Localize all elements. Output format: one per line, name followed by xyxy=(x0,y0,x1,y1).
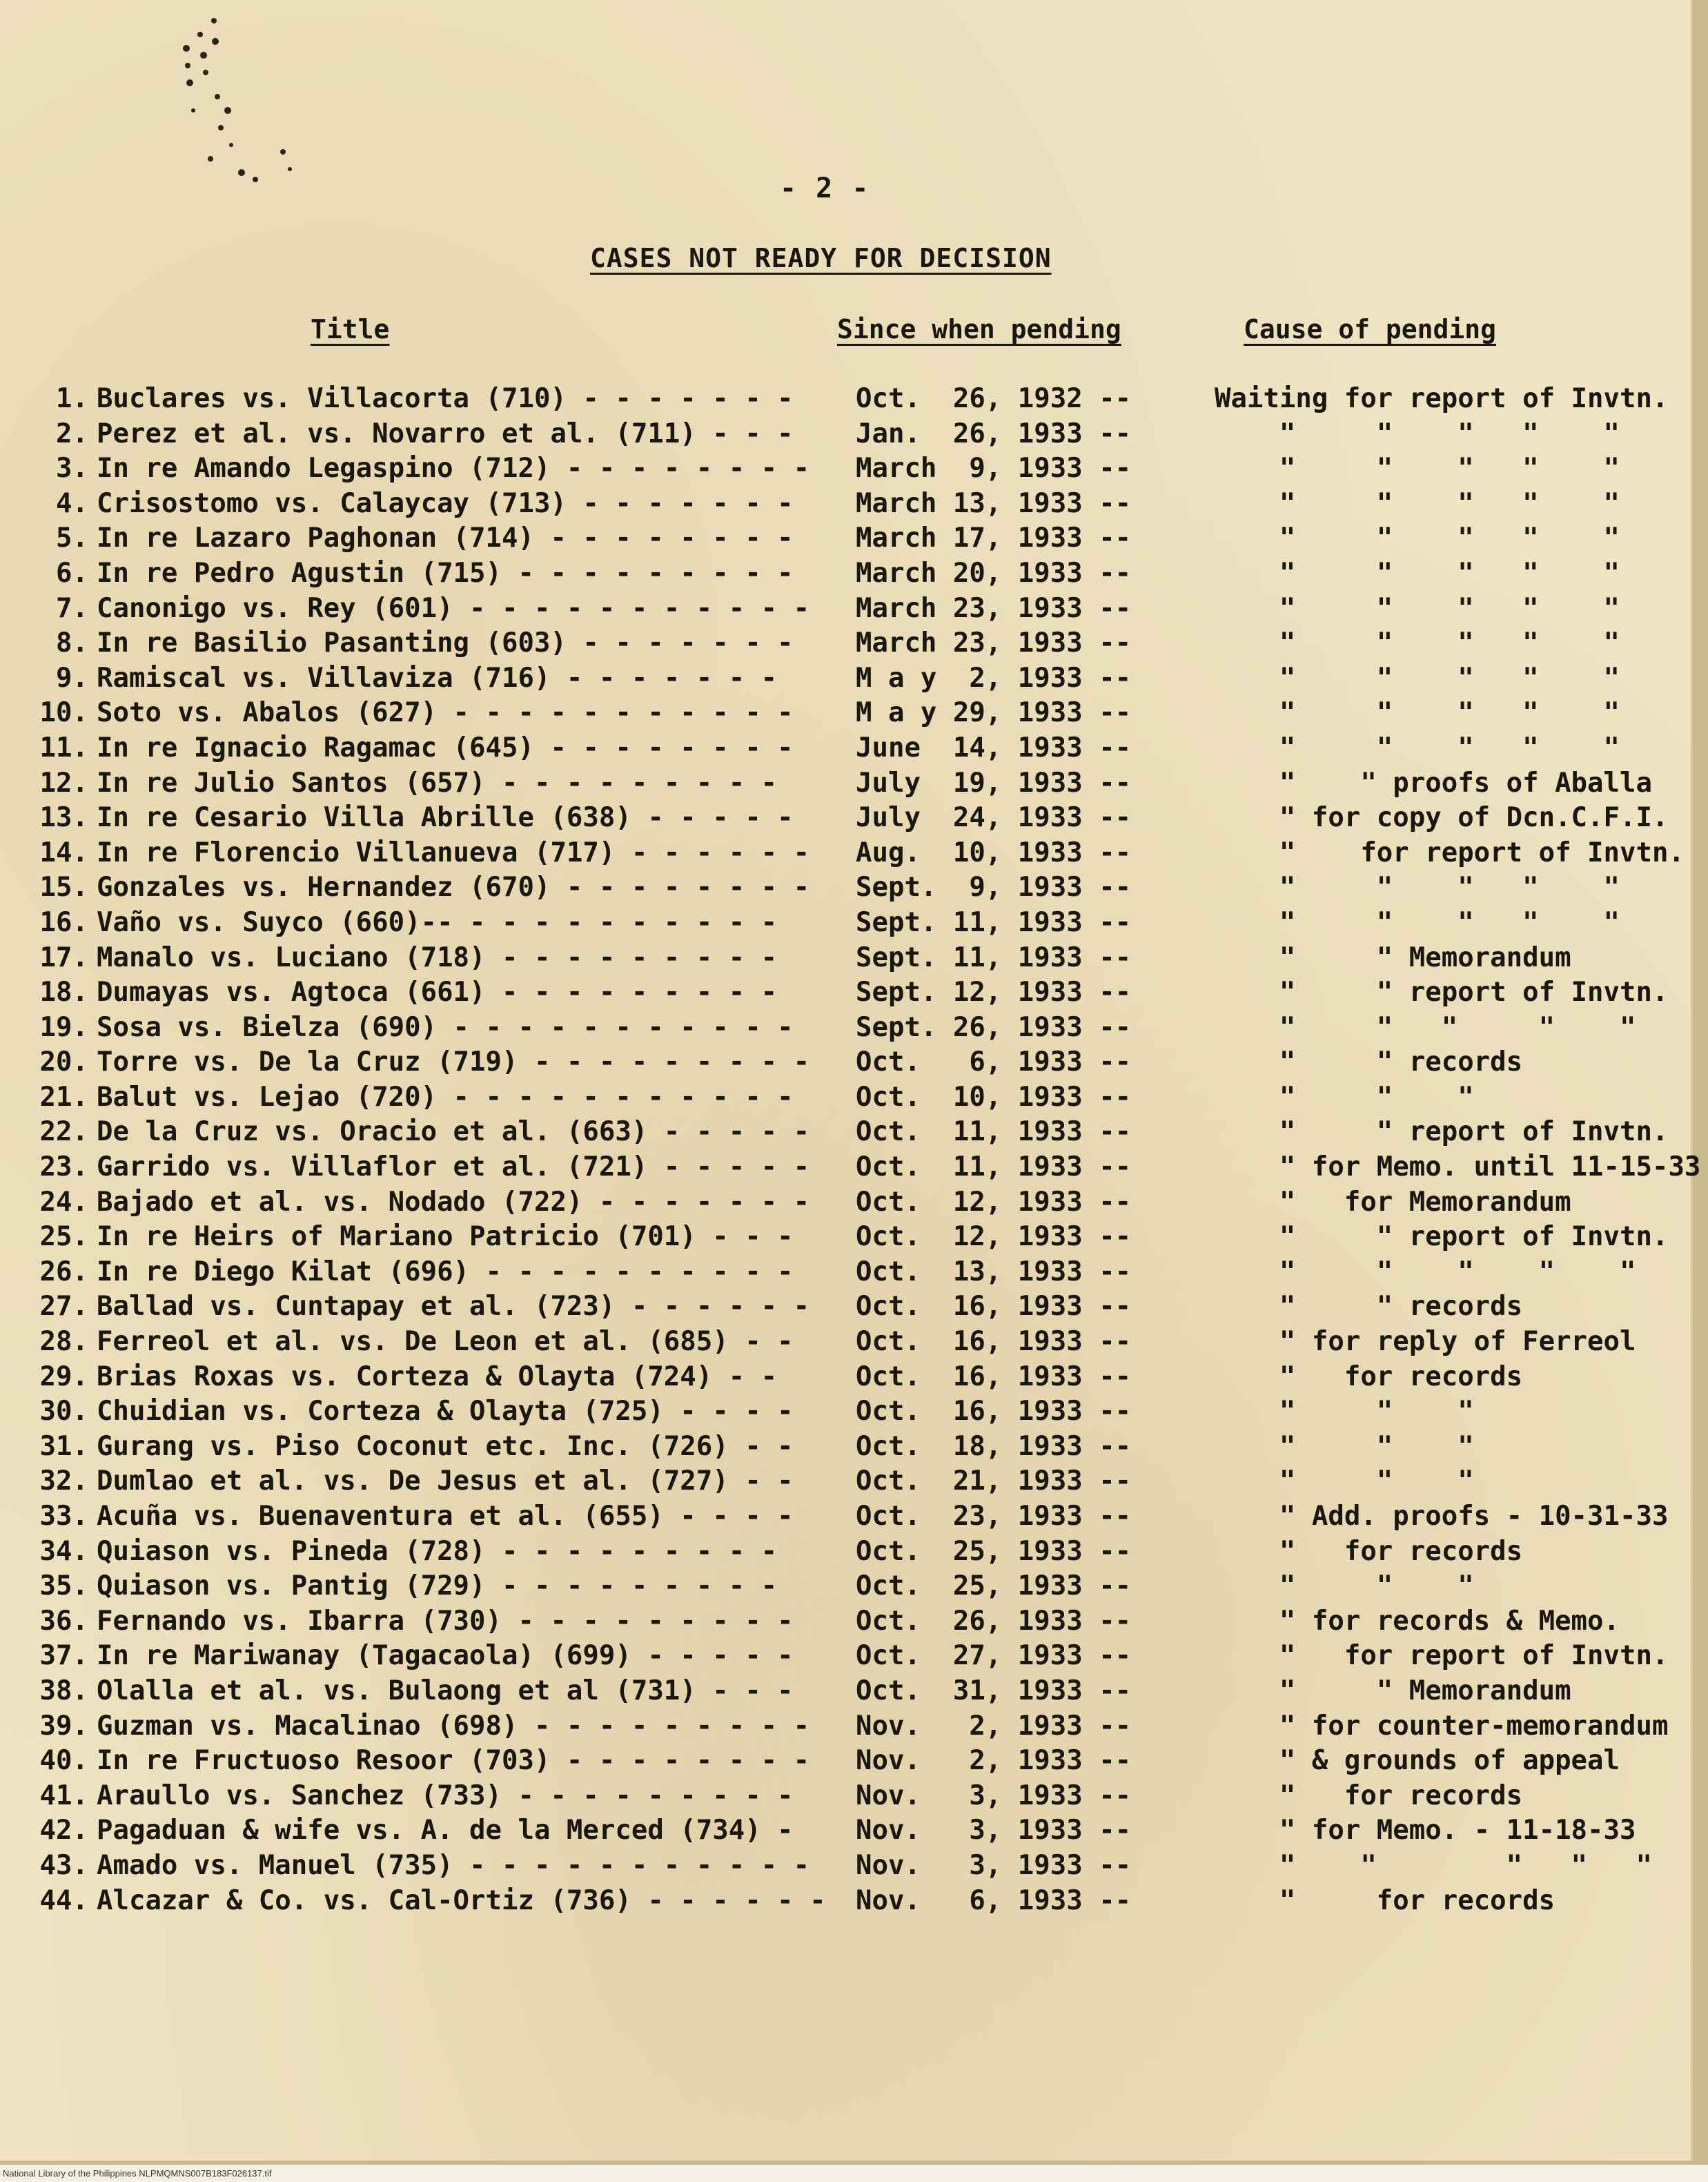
case-number: 21. xyxy=(39,1081,88,1113)
case-cause: " " " " " xyxy=(1215,627,1620,659)
case-row xyxy=(0,488,1691,523)
column-header-since: Since when pending xyxy=(837,314,1121,344)
case-pending-since: June 14, 1933 -- xyxy=(856,732,1132,763)
case-number: 25. xyxy=(39,1221,88,1253)
case-row xyxy=(0,593,1691,628)
case-cause: " & grounds of appeal xyxy=(1215,1745,1620,1777)
case-row xyxy=(0,1606,1691,1641)
case-title: In re Pedro Agustin (715) - - - - - - - - - xyxy=(97,557,794,589)
case-cause: " " " " " xyxy=(1215,697,1620,729)
case-row xyxy=(0,627,1691,663)
case-pending-since: Oct. 26, 1933 -- xyxy=(856,1605,1132,1637)
case-row xyxy=(0,1291,1691,1326)
case-cause: " " " xyxy=(1215,1570,1474,1602)
case-pending-since: Nov. 3, 1933 -- xyxy=(856,1780,1132,1811)
case-row xyxy=(0,1501,1691,1536)
case-title: Dumlao et al. vs. De Jesus et al. (727) - - xyxy=(97,1465,794,1497)
case-title: Acuña vs. Buenaventura et al. (655) - - - - xyxy=(97,1501,794,1532)
case-row xyxy=(0,453,1691,488)
case-pending-since: March 17, 1933 -- xyxy=(856,523,1132,554)
case-cause: " for records xyxy=(1215,1361,1523,1392)
case-number: 33. xyxy=(39,1501,88,1532)
case-title: In re Amando Legaspino (712) - - - - - - - - xyxy=(97,453,810,485)
case-title: Torre vs. De la Cruz (719) - - - - - - - - - xyxy=(97,1046,810,1078)
case-pending-since: Nov. 6, 1933 -- xyxy=(856,1884,1132,1916)
case-row xyxy=(0,558,1691,593)
case-title: Buclares vs. Villacorta (710) - - - - - - - xyxy=(97,383,794,414)
case-row xyxy=(0,1396,1691,1431)
case-row xyxy=(0,1326,1691,1361)
case-title: Dumayas vs. Agtoca (661) - - - - - - - - - xyxy=(97,977,778,1009)
case-number: 5. xyxy=(56,523,88,554)
case-cause: " " " " " xyxy=(1215,523,1620,554)
case-row xyxy=(0,1675,1691,1711)
case-row xyxy=(0,523,1691,558)
case-row xyxy=(0,837,1691,873)
case-title: Ballad vs. Cuntapay et al. (723) - - - - - - xyxy=(97,1291,810,1323)
case-pending-since: Sept. 12, 1933 -- xyxy=(856,977,1132,1009)
case-row xyxy=(0,1850,1691,1885)
case-pending-since: Oct. 11, 1933 -- xyxy=(856,1116,1132,1148)
document-heading: CASES NOT READY FOR DECISION xyxy=(590,243,1052,273)
case-cause: " " " " " xyxy=(1215,662,1620,694)
case-pending-since: Sept. 11, 1933 -- xyxy=(856,942,1132,973)
case-cause: " " report of Invtn. xyxy=(1215,1116,1669,1148)
case-pending-since: Oct. 21, 1933 -- xyxy=(856,1465,1132,1497)
case-cause: " for Memorandum xyxy=(1215,1186,1571,1218)
case-cause: " " " xyxy=(1215,1430,1474,1462)
case-title: Alcazar & Co. vs. Cal-Ortiz (736) - - - - - - xyxy=(97,1884,826,1916)
case-pending-since: Oct. 18, 1933 -- xyxy=(856,1430,1132,1462)
case-pending-since: Oct. 16, 1933 -- xyxy=(856,1326,1132,1358)
case-pending-since: Jan. 26, 1933 -- xyxy=(856,418,1132,449)
case-cause: " " " " " xyxy=(1215,592,1620,624)
case-title: Gonzales vs. Hernandez (670) - - - - - - - - xyxy=(97,872,810,904)
case-cause: " " Memorandum xyxy=(1215,1675,1571,1706)
case-cause: " for records & Memo. xyxy=(1215,1605,1620,1637)
case-number: 29. xyxy=(39,1361,88,1392)
case-row xyxy=(0,1711,1691,1746)
case-cause: " for records xyxy=(1215,1535,1523,1567)
case-pending-since: July 24, 1933 -- xyxy=(856,802,1132,834)
case-row xyxy=(0,1187,1691,1222)
case-pending-since: Oct. 31, 1933 -- xyxy=(856,1675,1132,1706)
case-number: 34. xyxy=(39,1535,88,1567)
case-title: Vaño vs. Suyco (660)-- - - - - - - - - - - xyxy=(97,906,778,938)
case-row xyxy=(0,872,1691,907)
case-title: Manalo vs. Luciano (718) - - - - - - - - - xyxy=(97,942,778,973)
case-number: 8. xyxy=(56,627,88,659)
case-row xyxy=(0,1221,1691,1256)
column-header-title: Title xyxy=(311,314,390,344)
case-cause: " " " " " xyxy=(1215,418,1620,449)
case-number: 2. xyxy=(56,418,88,449)
case-pending-since: Sept. 26, 1933 -- xyxy=(856,1011,1132,1043)
case-cause: " " records xyxy=(1215,1046,1523,1078)
case-number: 43. xyxy=(39,1849,88,1881)
case-row xyxy=(0,1536,1691,1571)
case-title: In re Florencio Villanueva (717) - - - - - - xyxy=(97,837,810,868)
case-cause: " " " xyxy=(1215,1081,1474,1113)
case-pending-since: Oct. 12, 1933 -- xyxy=(856,1221,1132,1253)
case-number: 36. xyxy=(39,1605,88,1637)
case-number: 7. xyxy=(56,592,88,624)
case-pending-since: March 9, 1933 -- xyxy=(856,453,1132,485)
case-number: 24. xyxy=(39,1186,88,1218)
case-pending-since: March 23, 1933 -- xyxy=(856,592,1132,624)
case-number: 9. xyxy=(56,662,88,694)
case-row xyxy=(0,768,1691,803)
case-pending-since: Oct. 10, 1933 -- xyxy=(856,1081,1132,1113)
case-pending-since: Oct. 16, 1933 -- xyxy=(856,1361,1132,1392)
case-cause: " " " xyxy=(1215,1465,1474,1497)
case-pending-since: Oct. 12, 1933 -- xyxy=(856,1186,1132,1218)
case-row xyxy=(0,1361,1691,1396)
column-header-cause: Cause of pending xyxy=(1244,314,1497,344)
case-pending-since: March 13, 1933 -- xyxy=(856,487,1132,519)
case-row xyxy=(0,1815,1691,1850)
case-title: Crisostomo vs. Calaycay (713) - - - - - - - xyxy=(97,487,794,519)
case-pending-since: Nov. 3, 1933 -- xyxy=(856,1815,1132,1847)
case-title: Brias Roxas vs. Corteza & Olayta (724) - - xyxy=(97,1361,778,1392)
case-pending-since: Oct. 27, 1933 -- xyxy=(856,1640,1132,1672)
case-pending-since: Sept. 11, 1933 -- xyxy=(856,906,1132,938)
case-cause: " " " " " xyxy=(1215,872,1620,904)
case-title: In re Diego Kilat (696) - - - - - - - - - - xyxy=(97,1256,794,1287)
case-cause: " for reply of Ferreol xyxy=(1215,1326,1636,1358)
case-title: In re Mariwanay (Tagacaola) (699) - - - - - xyxy=(97,1640,794,1672)
case-pending-since: Aug. 10, 1933 -- xyxy=(856,837,1132,868)
case-cause: " " " " " xyxy=(1215,487,1620,519)
case-cause: " for records xyxy=(1215,1884,1555,1916)
case-number: 35. xyxy=(39,1570,88,1602)
case-title: In re Fructuoso Resoor (703) - - - - - - - - xyxy=(97,1745,810,1777)
case-row xyxy=(0,1745,1691,1780)
case-cause: " " " " " xyxy=(1215,732,1620,763)
case-row xyxy=(0,383,1691,418)
case-row xyxy=(0,1885,1691,1920)
case-cause: " " Memorandum xyxy=(1215,942,1571,973)
case-title: In re Cesario Villa Abrille (638) - - - - - xyxy=(97,802,794,834)
case-cause: " " " " " xyxy=(1215,1849,1652,1881)
case-cause: " for records xyxy=(1215,1780,1523,1811)
case-cause: " " " " " xyxy=(1215,1011,1636,1043)
ink-marks xyxy=(173,7,400,200)
case-row xyxy=(0,1082,1691,1117)
case-number: 32. xyxy=(39,1465,88,1497)
case-pending-since: Sept. 9, 1933 -- xyxy=(856,872,1132,904)
case-title: In re Lazaro Paghonan (714) - - - - - - - - xyxy=(97,523,794,554)
case-title: Ferreol et al. vs. De Leon et al. (685) - - xyxy=(97,1326,794,1358)
case-row xyxy=(0,977,1691,1012)
case-cause: " " " " " xyxy=(1215,557,1620,589)
case-number: 17. xyxy=(39,942,88,973)
case-pending-since: Oct. 16, 1933 -- xyxy=(856,1291,1132,1323)
case-cause: " " report of Invtn. xyxy=(1215,1221,1669,1253)
case-number: 22. xyxy=(39,1116,88,1148)
case-title: Ramiscal vs. Villaviza (716) - - - - - - - xyxy=(97,662,778,694)
case-number: 30. xyxy=(39,1396,88,1428)
case-number: 13. xyxy=(39,802,88,834)
case-cause: " " report of Invtn. xyxy=(1215,977,1669,1009)
case-title: Soto vs. Abalos (627) - - - - - - - - - - - xyxy=(97,697,794,729)
case-title: Pagaduan & wife vs. A. de la Merced (734) - xyxy=(97,1815,794,1847)
scan-footer: National Library of the Philippines NLPMQMNS007B183F026137.tif xyxy=(0,2165,1708,2182)
case-cause: " for Memo. - 11-18-33 xyxy=(1215,1815,1636,1847)
case-title: Gurang vs. Piso Coconut etc. Inc. (726) - - xyxy=(97,1430,794,1462)
case-cause: " for report of Invtn. xyxy=(1215,1640,1669,1672)
case-title: Balut vs. Lejao (720) - - - - - - - - - - - xyxy=(97,1081,794,1113)
case-cause: " " " " " xyxy=(1215,453,1620,485)
case-row xyxy=(0,1570,1691,1606)
case-number: 44. xyxy=(39,1884,88,1916)
case-cause: " for report of Invtn. xyxy=(1215,837,1685,868)
case-title: Bajado et al. vs. Nodado (722) - - - - - - - xyxy=(97,1186,810,1218)
case-number: 16. xyxy=(39,906,88,938)
case-pending-since: July 19, 1933 -- xyxy=(856,767,1132,799)
case-row xyxy=(0,1256,1691,1292)
case-row xyxy=(0,1431,1691,1466)
case-title: In re Ignacio Ragamac (645) - - - - - - - - xyxy=(97,732,794,763)
case-title: Fernando vs. Ibarra (730) - - - - - - - - - xyxy=(97,1605,794,1637)
case-pending-since: M a y 29, 1933 -- xyxy=(856,697,1132,729)
case-number: 1. xyxy=(56,383,88,414)
case-pending-since: Nov. 2, 1933 -- xyxy=(856,1745,1132,1777)
case-cause: " " " " " xyxy=(1215,906,1620,938)
page-number: - 2 - xyxy=(780,173,870,204)
case-cause: " " proofs of Aballa xyxy=(1215,767,1652,799)
case-row xyxy=(0,907,1691,942)
case-number: 12. xyxy=(39,767,88,799)
case-number: 41. xyxy=(39,1780,88,1811)
case-cause: " for counter-memorandum xyxy=(1215,1710,1669,1742)
case-cause: Waiting for report of Invtn. xyxy=(1215,383,1669,414)
case-cause: " for copy of Dcn.C.F.I. xyxy=(1215,802,1669,834)
case-row xyxy=(0,697,1691,732)
case-number: 40. xyxy=(39,1745,88,1777)
case-title: Garrido vs. Villaflor et al. (721) - - - - - xyxy=(97,1151,810,1183)
case-pending-since: Oct. 11, 1933 -- xyxy=(856,1151,1132,1183)
case-number: 19. xyxy=(39,1011,88,1043)
case-pending-since: Oct. 16, 1933 -- xyxy=(856,1396,1132,1428)
case-title: In re Basilio Pasanting (603) - - - - - - - xyxy=(97,627,794,659)
case-number: 42. xyxy=(39,1815,88,1847)
case-title: Perez et al. vs. Novarro et al. (711) - - - xyxy=(97,418,794,449)
case-number: 6. xyxy=(56,557,88,589)
case-title: De la Cruz vs. Oracio et al. (663) - - - - - xyxy=(97,1116,810,1148)
case-number: 37. xyxy=(39,1640,88,1672)
case-pending-since: Oct. 25, 1933 -- xyxy=(856,1570,1132,1602)
case-pending-since: Nov. 2, 1933 -- xyxy=(856,1710,1132,1742)
case-pending-since: Oct. 6, 1933 -- xyxy=(856,1046,1132,1078)
case-title: In re Heirs of Mariano Patricio (701) - - - xyxy=(97,1221,794,1253)
case-row xyxy=(0,1116,1691,1151)
case-title: In re Julio Santos (657) - - - - - - - - - xyxy=(97,767,778,799)
case-cause: " " records xyxy=(1215,1291,1523,1323)
case-title: Guzman vs. Macalinao (698) - - - - - - - - - xyxy=(97,1710,810,1742)
case-title: Canonigo vs. Rey (601) - - - - - - - - - - - xyxy=(97,592,810,624)
case-number: 26. xyxy=(39,1256,88,1287)
case-title: Quiason vs. Pantig (729) - - - - - - - - - xyxy=(97,1570,778,1602)
case-row xyxy=(0,1046,1691,1082)
case-title: Amado vs. Manuel (735) - - - - - - - - - - - xyxy=(97,1849,810,1881)
case-row xyxy=(0,732,1691,768)
case-title: Olalla et al. vs. Bulaong et al (731) - - - xyxy=(97,1675,794,1706)
case-pending-since: Oct. 25, 1933 -- xyxy=(856,1535,1132,1567)
case-pending-since: Nov. 3, 1933 -- xyxy=(856,1849,1132,1881)
case-number: 14. xyxy=(39,837,88,868)
case-cause: " " " xyxy=(1215,1396,1474,1428)
case-pending-since: Oct. 23, 1933 -- xyxy=(856,1501,1132,1532)
case-pending-since: Oct. 26, 1932 -- xyxy=(856,383,1132,414)
case-cause: " Add. proofs - 10-31-33 xyxy=(1215,1501,1669,1532)
case-number: 31. xyxy=(39,1430,88,1462)
case-row xyxy=(0,663,1691,698)
case-number: 28. xyxy=(39,1326,88,1358)
case-number: 10. xyxy=(39,697,88,729)
case-number: 39. xyxy=(39,1710,88,1742)
case-row xyxy=(0,1465,1691,1501)
case-cause: " " " " " xyxy=(1215,1256,1636,1287)
case-row xyxy=(0,802,1691,837)
case-number: 11. xyxy=(39,732,88,763)
case-number: 38. xyxy=(39,1675,88,1706)
case-title: Chuidian vs. Corteza & Olayta (725) - - - - xyxy=(97,1396,794,1428)
case-row xyxy=(0,418,1691,454)
case-row xyxy=(0,1780,1691,1815)
case-number: 23. xyxy=(39,1151,88,1183)
case-pending-since: March 23, 1933 -- xyxy=(856,627,1132,659)
case-title: Araullo vs. Sanchez (733) - - - - - - - - - xyxy=(97,1780,794,1811)
case-cause: " for Memo. until 11-15-33 xyxy=(1215,1151,1701,1183)
case-list xyxy=(0,383,1701,1920)
case-row xyxy=(0,1151,1701,1187)
case-pending-since: M a y 2, 1933 -- xyxy=(856,662,1132,694)
case-number: 18. xyxy=(39,977,88,1009)
case-pending-since: March 20, 1933 -- xyxy=(856,557,1132,589)
case-number: 27. xyxy=(39,1291,88,1323)
case-row xyxy=(0,1640,1691,1675)
case-number: 4. xyxy=(56,487,88,519)
case-row xyxy=(0,1012,1691,1047)
case-number: 15. xyxy=(39,872,88,904)
case-title: Quiason vs. Pineda (728) - - - - - - - - - xyxy=(97,1535,778,1567)
case-number: 20. xyxy=(39,1046,88,1078)
case-number: 3. xyxy=(56,453,88,485)
case-row xyxy=(0,942,1691,977)
case-title: Sosa vs. Bielza (690) - - - - - - - - - - - xyxy=(97,1011,794,1043)
case-pending-since: Oct. 13, 1933 -- xyxy=(856,1256,1132,1287)
